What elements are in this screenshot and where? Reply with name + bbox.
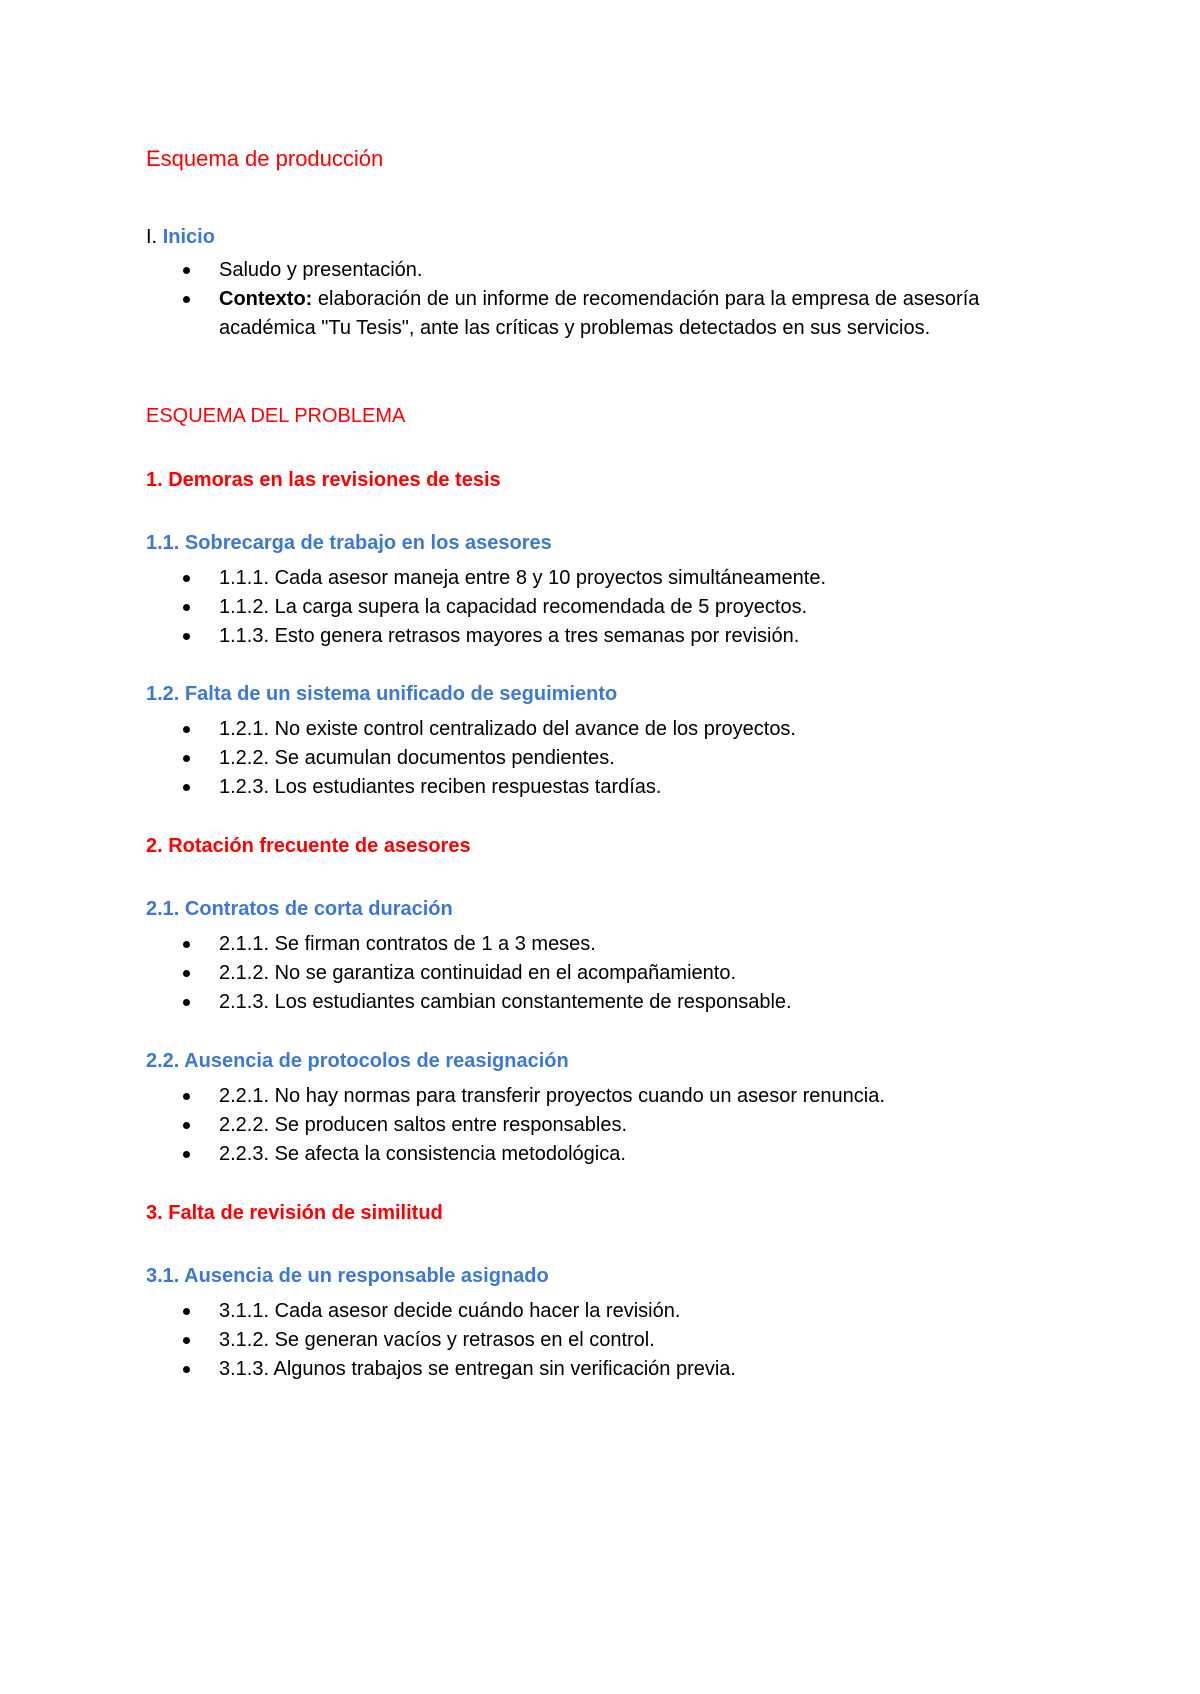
subsection [146,532,1046,651]
list-item-text: Saludo y presentación. [219,259,423,281]
problem-title: ESQUEMA DEL PROBLEMA [146,405,406,427]
section-heading: 2. Rotación frecuente de asesores [146,835,471,857]
list-item-label: Contexto: [219,288,313,310]
section-heading: 3. Falta de revisión de similitud [146,1202,443,1224]
subsection [146,898,1046,1017]
list-item: 3.1.3. Algunos trabajos se entregan sin verificación previa. [146,1355,1046,1384]
subsection [146,1050,1046,1169]
intro-heading [146,226,1046,249]
list-item: 1.2.2. Se acumulan documentos pendientes. [146,744,1046,773]
document-title: Esquema de producción [146,146,384,171]
section-heading: 1. Demoras en las revisiones de tesis [146,469,501,491]
list-item: 1.2.3. Los estudiantes reciben respuestas tardías. [146,773,1046,802]
list-item: 2.2.2. Se producen saltos entre responsables. [146,1111,1046,1140]
list-item: 2.1.1. Se firman contratos de 1 a 3 meses. [146,930,1046,959]
list-item-text: elaboración de un informe de recomendación para la empresa de asesoría académica "Tu Tesis", ante las críticas y problemas detectados en sus servicios. [219,288,980,339]
list-item [146,256,1046,285]
list-item [146,285,1046,343]
list-item: 2.1.3. Los estudiantes cambian constantemente de responsable. [146,988,1046,1017]
list-item: 1.2.1. No existe control centralizado del avance de los proyectos. [146,715,1046,744]
subsection-list [146,1297,1046,1384]
list-item: 2.1.2. No se garantiza continuidad en el acompañamiento. [146,959,1046,988]
subsection-heading: 1.2. Falta de un sistema unificado de seguimiento [146,683,618,705]
subsection-heading: 2.2. Ausencia de protocolos de reasignación [146,1050,569,1072]
subsection [146,1265,1046,1384]
subsection-list [146,930,1046,1017]
intro-roman-numeral: I. [146,226,158,248]
intro-section [146,226,1046,343]
list-item: 1.1.1. Cada asesor maneja entre 8 y 10 proyectos simultáneamente. [146,564,1046,593]
intro-heading-text: Inicio [162,226,215,248]
list-item: 3.1.2. Se generan vacíos y retrasos en el control. [146,1326,1046,1355]
subsection-list [146,715,1046,802]
subsection [146,683,1046,802]
list-item: 1.1.2. La carga supera la capacidad recomendada de 5 proyectos. [146,593,1046,622]
list-item: 1.1.3. Esto genera retrasos mayores a tres semanas por revisión. [146,622,1046,651]
subsection-heading: 3.1. Ausencia de un responsable asignado [146,1265,549,1287]
subsection-list [146,564,1046,651]
list-item: 3.1.1. Cada asesor decide cuándo hacer la revisión. [146,1297,1046,1326]
subsection-heading: 1.1. Sobrecarga de trabajo en los asesores [146,532,552,554]
subsection-list [146,1082,1046,1169]
intro-list [146,256,1046,343]
list-item: 2.2.1. No hay normas para transferir proyectos cuando un asesor renuncia. [146,1082,1046,1111]
list-item: 2.2.3. Se afecta la consistencia metodológica. [146,1140,1046,1169]
subsection-heading: 2.1. Contratos de corta duración [146,898,453,920]
